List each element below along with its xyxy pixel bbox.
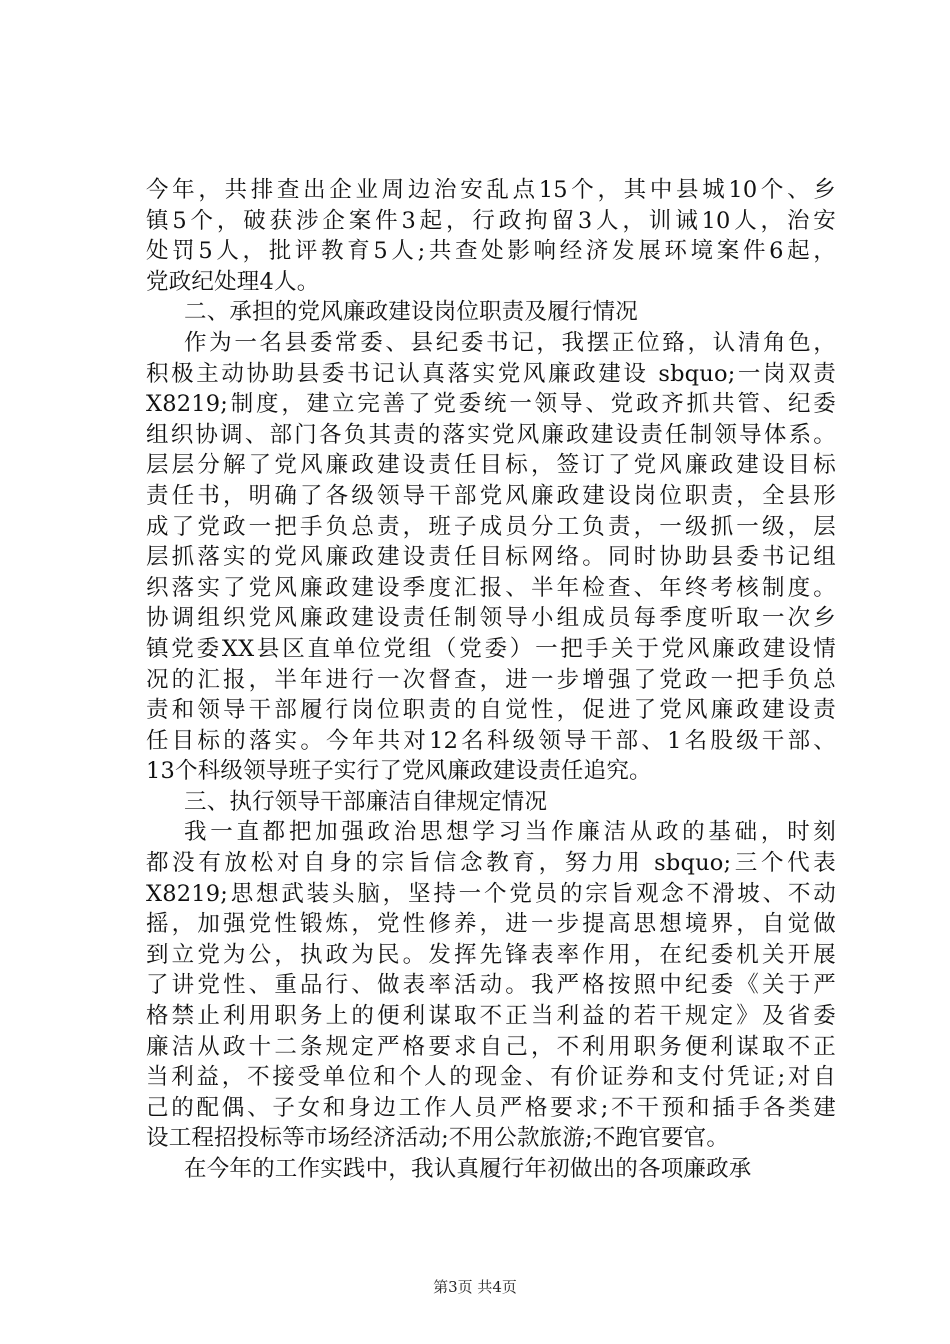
text-line: 协调组织党风廉政建设责任制领导小组成员每季度听取一次乡 — [146, 605, 836, 632]
text-line: 当利益，不接受单位和个人的现金、有价证券和支付凭证;对自 — [146, 1064, 836, 1091]
text-line: 处罚5人，批评教育5人;共查处影响经济发展环境案件6起， — [146, 238, 836, 265]
text-line: 格禁止利用职务上的便利谋取不正当利益的若干规定》及省委 — [146, 1003, 836, 1030]
text-line: 在今年的工作实践中，我认真履行年初做出的各项廉政承 — [184, 1156, 752, 1182]
text-line: 况的汇报，半年进行一次督查，进一步增强了党政一把手负总 — [146, 666, 836, 693]
text-line: X8219;制度，建立完善了党委统一领导、党政齐抓共管、纪委 — [146, 391, 836, 418]
text-line: 任目标的落实。今年共对12名科级领导干部、1名股级干部、 — [146, 727, 836, 754]
text-line: 镇党委XX县区直单位党组（党委）一把手关于党风廉政建设情 — [146, 635, 836, 662]
text-line: 摇，加强党性锻炼，党性修养，进一步提高思想境界，自觉做 — [146, 911, 836, 938]
text-line: 设工程招投标等市场经济活动;不用公款旅游;不跑官要官。 — [146, 1125, 730, 1152]
text-line: 二、承担的党风廉政建设岗位职责及履行情况 — [184, 299, 639, 326]
text-line: 层抓落实的党风廉政建设责任目标网络。同时协助县委书记组 — [146, 544, 836, 571]
text-line: 了讲党性、重品行、做表率活动。我严格按照中纪委《关于严 — [146, 972, 836, 999]
text-line: 我一直都把加强政治思想学习当作廉洁从政的基础，时刻 — [184, 819, 836, 846]
text-line: 织落实了党风廉政建设季度汇报、半年检查、年终考核制度。 — [146, 574, 836, 601]
text-line: 作为一名县委常委、县纪委书记，我摆正位臵，认清角色， — [184, 329, 836, 356]
text-line: 责和领导干部履行岗位职责的自觉性，促进了党风廉政建设责 — [146, 697, 836, 724]
text-line: 都没有放松对自身的宗旨信念教育，努力用 sbquo;三个代表 — [146, 850, 836, 877]
text-line: 到立党为公，执政为民。发挥先锋表率作用，在纪委机关开展 — [146, 941, 836, 968]
page-footer: 第3页 共4页 — [433, 1278, 517, 1296]
document-body — [146, 175, 836, 1185]
text-line: 13个科级领导班子实行了党风廉政建设责任追究。 — [146, 758, 652, 785]
text-line: 三、执行领导干部廉洁自律规定情况 — [184, 788, 548, 815]
text-line: 镇5个，破获涉企案件3起，行政拘留3人，训诫10人，治安 — [146, 207, 836, 234]
text-line: 党政纪处理4人。 — [146, 268, 320, 295]
text-line: 廉洁从政十二条规定严格要求自己，不利用职务便利谋取不正 — [146, 1033, 836, 1060]
text-line: X8219;思想武装头脑，坚持一个党员的宗旨观念不滑坡、不动 — [146, 880, 836, 907]
text-line: 今年，共排查出企业周边治安乱点15个，其中县城10个、乡 — [146, 177, 836, 203]
text-line: 责任书，明确了各级领导干部党风廉政建设岗位职责，全县形 — [146, 482, 836, 509]
text-line: 己的配偶、子女和身边工作人员严格要求;不干预和插手各类建 — [146, 1094, 836, 1121]
text-line: 组织协调、部门各负其责的落实党风廉政建设责任制领导体系。 — [146, 421, 836, 448]
text-line: 积极主动协助县委书记认真落实党风廉政建设 sbquo;一岗双责 — [146, 360, 836, 387]
text-line: 成了党政一把手负总责，班子成员分工负责，一级抓一级，层 — [146, 513, 836, 540]
text-line: 层层分解了党风廉政建设责任目标，签订了党风廉政建设目标 — [146, 452, 836, 479]
